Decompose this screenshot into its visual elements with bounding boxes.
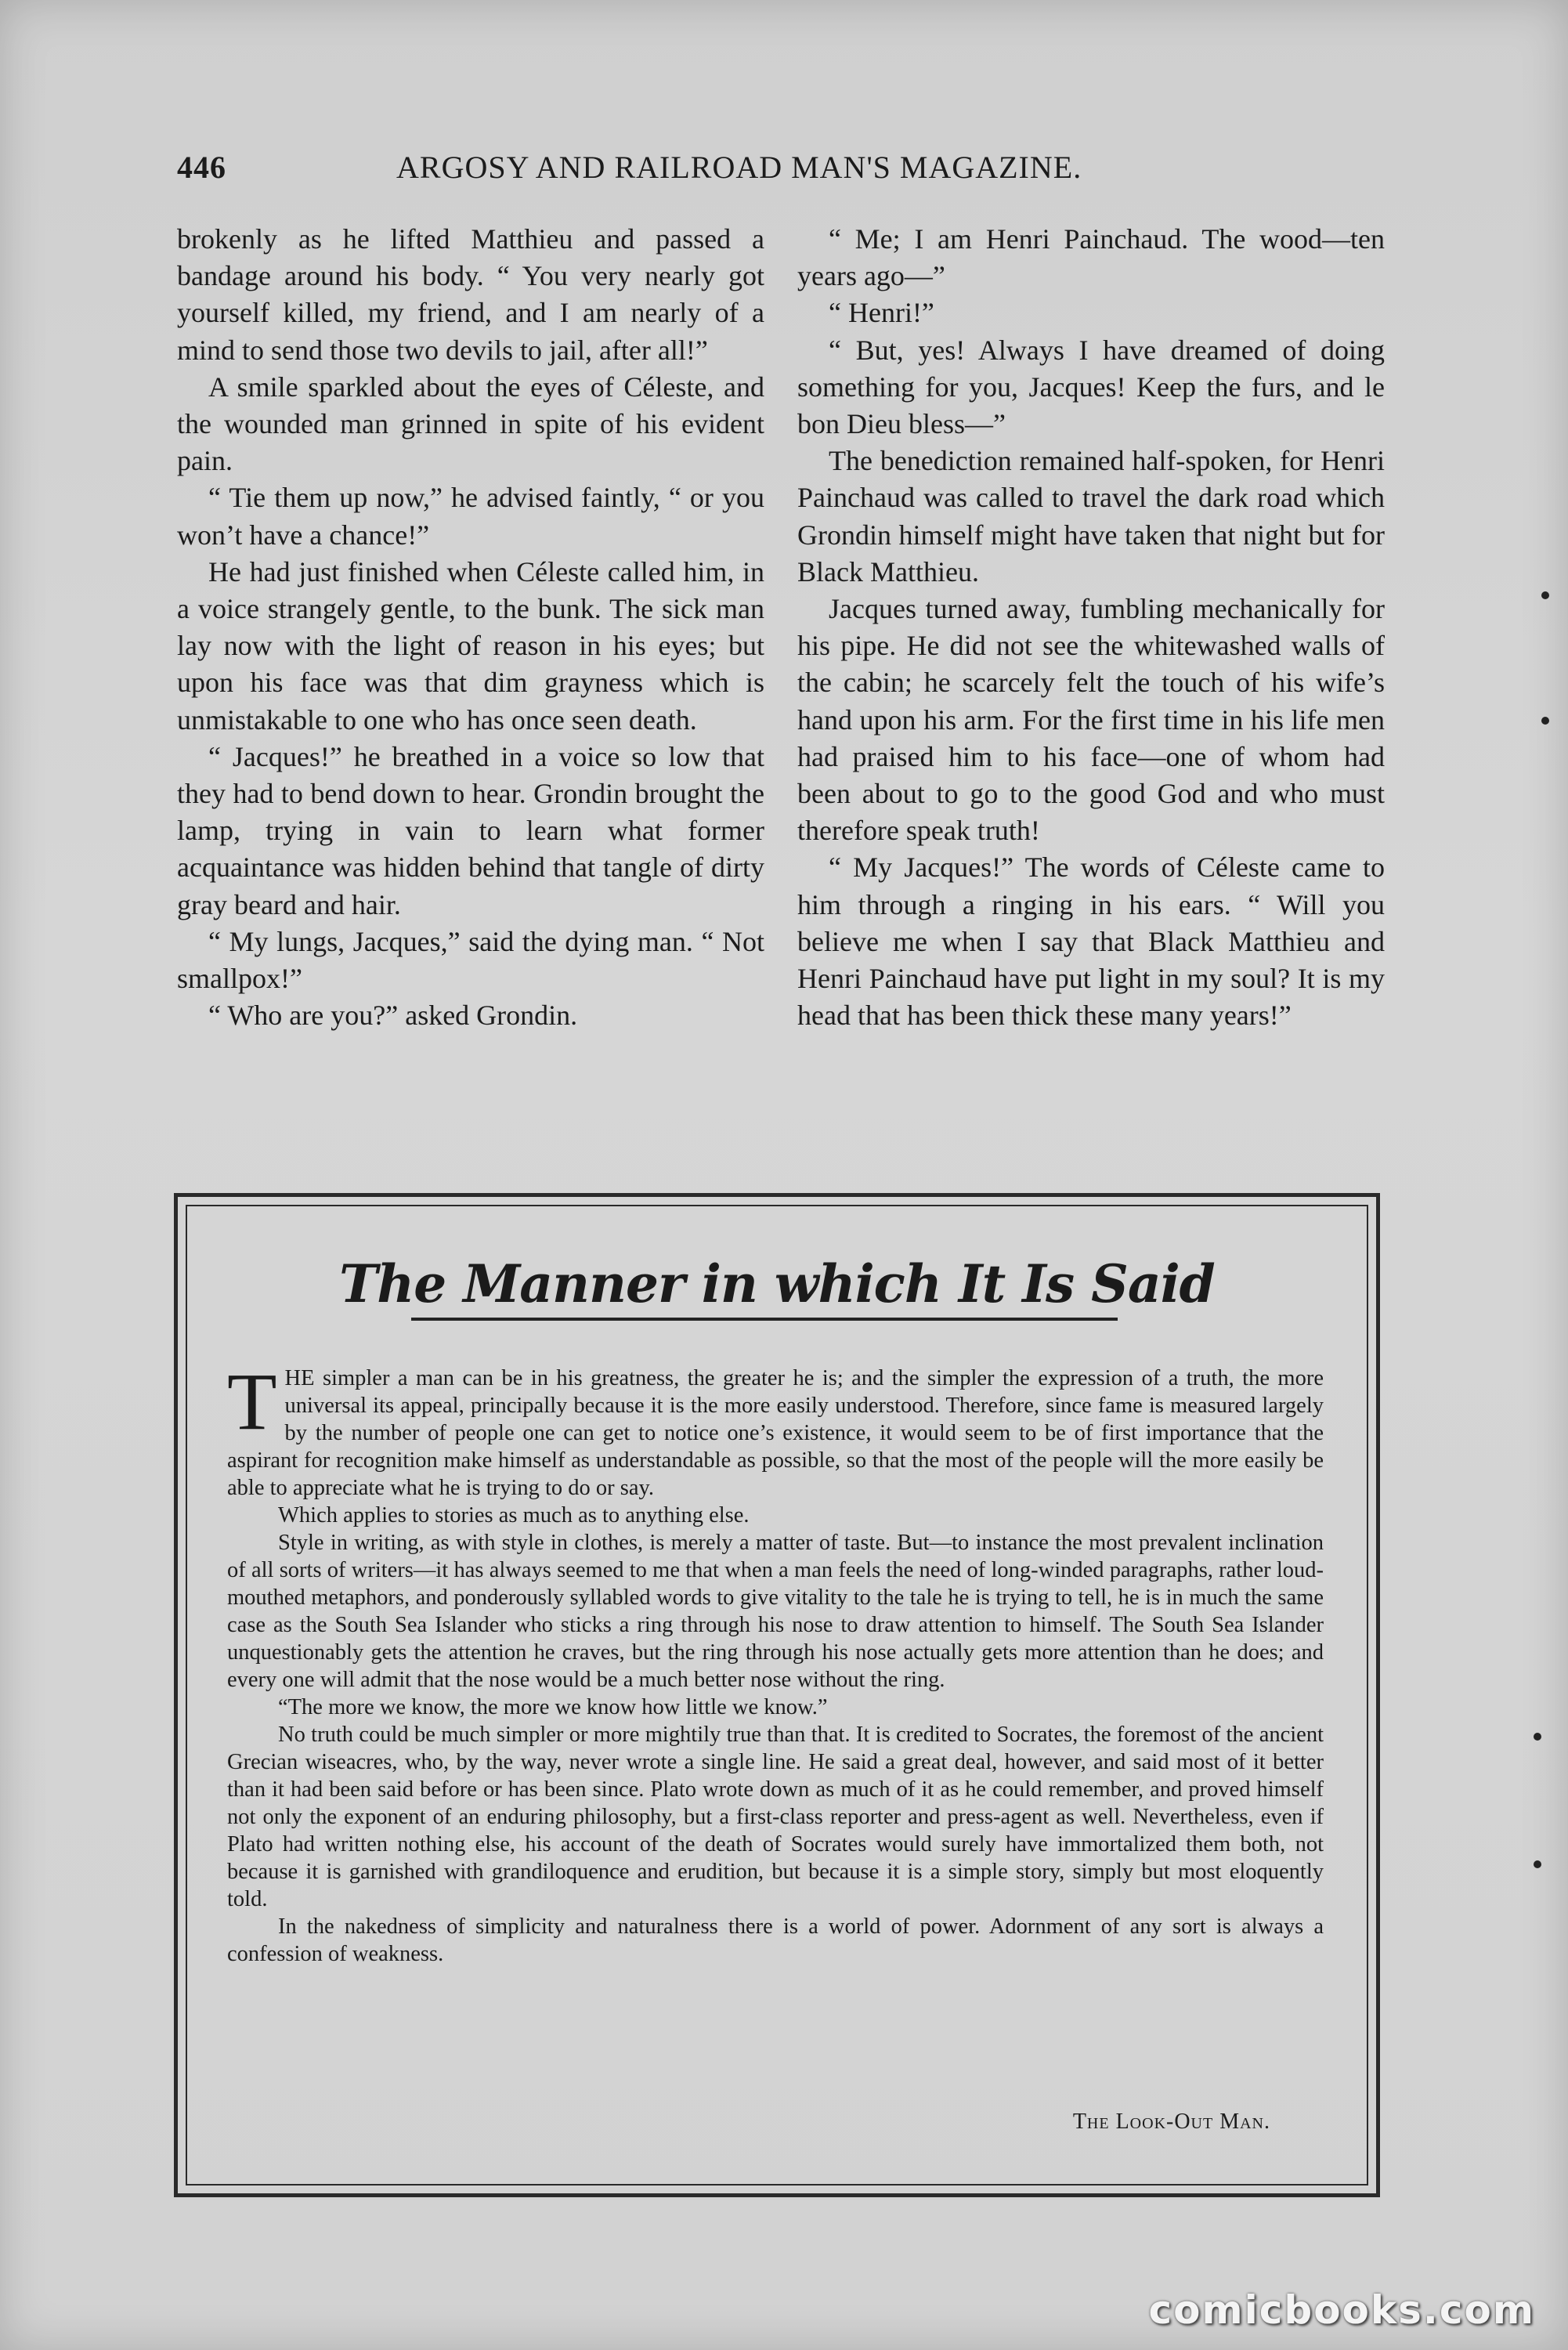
- magazine-title: ARGOSY AND RAILROAD MAN'S MAGAZINE.: [396, 150, 1082, 185]
- paragraph: No truth could be much simpler or more mightily true than that. It is credited to Socrates, the foremost of the ancient Grecian wiseacres, who, by the way, never wrote a single line. He said a great deal, however, and said most of it better than it had been said before or has been since. Plato wrote down as much of it as he could remember, and proved himself not only the exponent of an enduring philosophy, but a first-class reporter and press-agent as well. Nevertheless, even if Plato had written nothing else, his account of the death of Socrates would surely have immortalized them both, not because it is garnished with grandiloquence and erudition, but because it is a simple story, simply but most eloquently told.: [227, 1723, 1324, 1911]
- paragraph: “ But, yes! Always I have dreamed of doing something for you, Jacques! Keep the furs, and le bon Dieu bless—”: [797, 334, 1385, 440]
- paragraph: “ My lungs, Jacques,” said the dying man. “ Not smallpox!”: [177, 925, 764, 995]
- paragraph: “The more we know, the more we know how little we know.”: [278, 1695, 828, 1719]
- watermark-logo: comicbooks.com: [1148, 2287, 1535, 2333]
- page-number: 446: [177, 150, 226, 185]
- binding-hole: [1534, 1733, 1541, 1741]
- first-paragraph-text: HE simpler a man can be in his greatness, the greater he is; and the simpler the expression of a truth, the more universal its appeal, principally because it is the more easily understood. Therefore, since fame is measured largely by the number of people one can get to notice one’s existence, it would seem to be of first importance that the aspirant for recognition make himself as understandable as possible, so that the most of the people will the more easily be able to appreciate what he is trying to do or say.: [227, 1366, 1324, 1500]
- paragraph: “ Me; I am Henri Painchaud. The wood—ten years ago—”: [797, 223, 1385, 292]
- paragraph: Which applies to stories as much as to anything else.: [278, 1503, 750, 1528]
- title-underline: [411, 1318, 1118, 1321]
- binding-hole: [1541, 591, 1549, 599]
- paragraph: The benediction remained half-spoken, for Henri Painchaud was called to travel the dark road which Grondin himself might have taken that night but for Black Matthieu.: [797, 445, 1385, 588]
- left-column: [177, 221, 764, 1034]
- binding-hole: [1534, 1860, 1541, 1868]
- paragraph: Jacques turned away, fumbling mechanically for his pipe. He did not see the whitewashed walls of the cabin; he scarcely felt the touch of his wife’s hand upon his arm. For the first time in his life men had praised him to his face—one of whom had been about to go to the good God and who must therefore speak truth!: [797, 593, 1385, 847]
- paragraph: brokenly as he lifted Matthieu and passed a bandage around his body. “ You very nearly got yourself killed, my friend, and I am nearly of a mind to send those two devils to jail, after all!”: [177, 223, 764, 366]
- paragraph: “ Who are you?” asked Grondin.: [208, 1000, 578, 1032]
- paragraph: “ Jacques!” he breathed in a voice so low that they had to bend down to hear. Grondin brought the lamp, trying in vain to learn what former acquaintance was hidden behind that tangle of dirty gray beard and hair.: [177, 740, 764, 920]
- paragraph: In the nakedness of simplicity and naturalness there is a world of power. Adornment of any sort is always a confession of weakness.: [227, 1914, 1324, 1966]
- page-header: [177, 149, 1383, 196]
- drop-cap: T: [227, 1357, 277, 1447]
- editorial-body: [227, 1357, 1324, 1968]
- signature: The Look-Out Man.: [1072, 2110, 1270, 2134]
- binding-hole: [1541, 717, 1549, 725]
- first-paragraph: [227, 1357, 1324, 1502]
- paragraph: He had just finished when Céleste called him, in a voice strangely gentle, to the bunk. The sick man lay now with the light of reason in his eyes; but upon his face was that dim grayness which is unmistakable to one who has once seen death.: [177, 555, 764, 736]
- editorial-title: The Manner in which It Is Said: [339, 1253, 1215, 1314]
- paragraph: “ Tie them up now,” he advised faintly, “ or you won’t have a chance!”: [177, 482, 764, 551]
- paragraph: “ Henri!”: [829, 297, 934, 329]
- paragraph: “ My Jacques!” The words of Céleste came to him through a ringing in his ears. “ Will you believe me when I say that Black Matthieu and Henri Painchaud have put light in my soul? It is my head that has been thick these many years!”: [797, 851, 1385, 1032]
- paragraph: Style in writing, as with style in clothes, is merely a matter of taste. But—to instance the most prevalent inclination of all sorts of writers—it has always seemed to me that when a man feels the need of long-winded paragraphs, rather loud-mouthed metaphors, and ponderously syllabled words to give vitality to the tale he is trying to tell, he is in much the same case as the South Sea Islander who sticks a ring through his nose to draw attention to himself. The South Sea Islander unquestionably gets the attention he craves, but the ring through his nose actually gets more attention than he does; and every one will admit that the nose would be a much better nose without the ring.: [227, 1531, 1324, 1692]
- right-column: [797, 221, 1385, 1034]
- paragraph: A smile sparkled about the eyes of Céleste, and the wounded man grinned in spite of his evident pain.: [177, 371, 764, 477]
